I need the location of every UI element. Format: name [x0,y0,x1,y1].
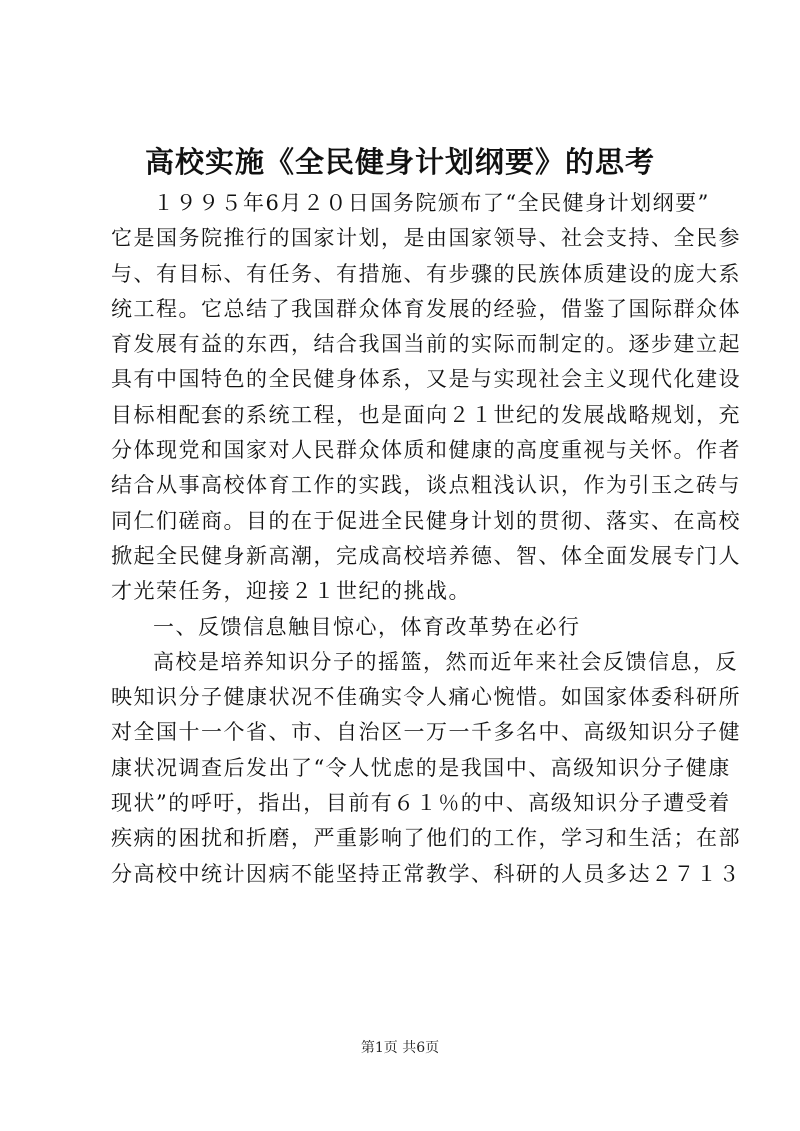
paragraph-line: 掀起全民健身新高潮，完成高校培养德、智、体全面发展专门人 [111,543,741,568]
section-heading: 一、反馈信息触目惊心，体育改革势在必行 [153,614,581,639]
paragraph-line: 育发展有益的东西，结合我国当前的实际而制定的。逐步建立起 [111,332,741,357]
document-body [111,186,741,892]
paragraph-line: 具有中国特色的全民健身体系，又是与实现社会主义现代化建设 [111,367,741,392]
paragraph-line: 目标相配套的系统工程，也是面向２１世纪的发展战略规划，充 [111,402,741,427]
page-footer: 第1页 共6页 [360,1040,440,1056]
document-title: 高校实施《全民健身计划纲要》的思考 [144,145,655,179]
paragraph-line: 康状况调查后发出了“令人忧虑的是我国中、高级知识分子健康 [111,755,731,780]
paragraph-line: 统工程。它总结了我国群众体育发展的经验，借鉴了国际群众体 [111,296,741,321]
paragraph-line: 分高校中统计因病不能坚持正常教学、科研的人员多达２７１３ [111,861,741,886]
paragraph-line: 疾病的困扰和折磨，严重影响了他们的工作，学习和生活；在部 [111,826,741,851]
paragraph-line: 映知识分子健康状况不佳确实令人痛心惋惜。如国家体委科研所 [111,685,741,710]
paragraph-line: 对全国十一个省、市、自治区一万一千多名中、高级知识分子健 [111,720,741,745]
paragraph-line: １９９５年6月２０日国务院颁布了“全民健身计划纲要” [153,191,710,215]
paragraph-line: 它是国务院推行的国家计划，是由国家领导、社会支持、全民参 [111,226,741,251]
paragraph-line: 高校是培养知识分子的摇篮，然而近年来社会反馈信息，反 [153,649,738,674]
paragraph-line: 分体现党和国家对人民群众体质和健康的高度重视与关怀。作者 [111,438,741,463]
paragraph-line: 与、有目标、有任务、有措施、有步骤的民族体质建设的庞大系 [111,261,741,286]
paragraph-line: 才光荣任务，迎接２１世纪的挑战。 [111,579,471,604]
paragraph-line: 结合从事高校体育工作的实践，谈点粗浅认识，作为引玉之砖与 [111,473,741,498]
paragraph-line: 现状”的呼吁，指出，目前有６１％的中、高级知识分子遭受着 [111,791,731,816]
paragraph-line: 同仁们磋商。目的在于促进全民健身计划的贯彻、落实、在高校 [111,508,741,533]
